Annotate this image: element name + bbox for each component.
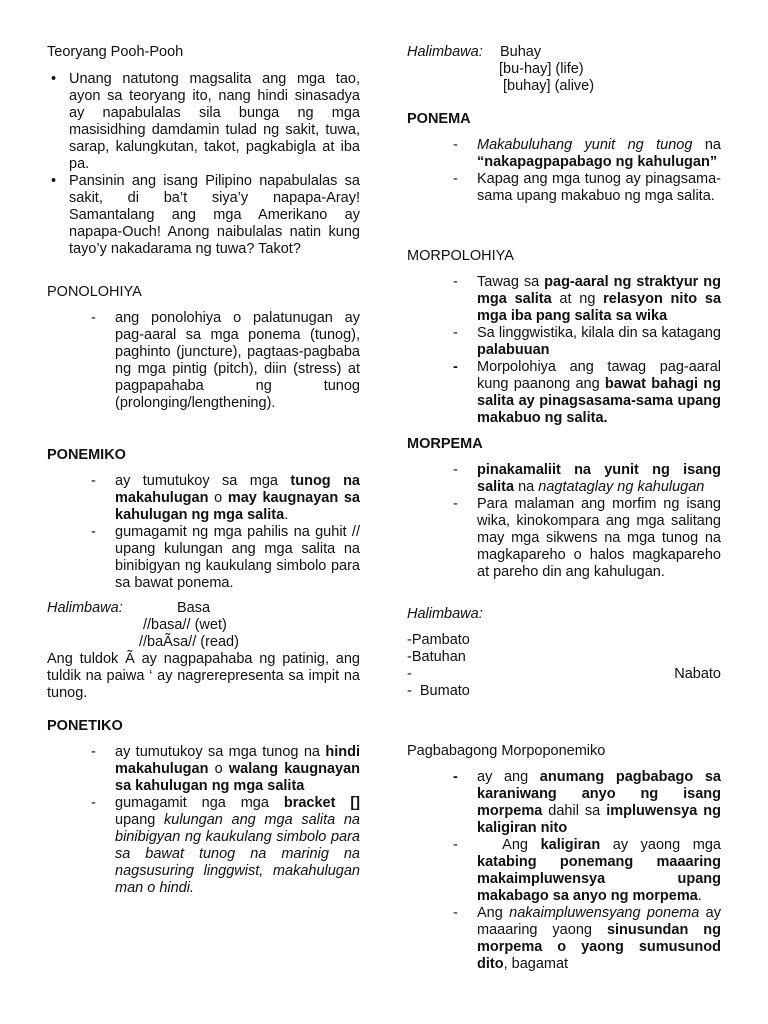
example-line: [bu-hay] (life)	[499, 61, 584, 77]
bold-text: pag-aaral ng straktyur ng mga salita	[477, 274, 721, 307]
bold-text: anumang pagbabago sa karaniwang anyo ng isang morpema	[477, 769, 721, 819]
italic-text: kulungan ang mga salita na binibigyan ng kaukulang simbolo para sa bawat tunog na marinig na nagsusuring linggwist, makahulugan man o hindi.	[115, 812, 360, 896]
list-item: - ay tumutukoy sa mga tunog na makahulugan o may kaugnayan sa kahulugan ng mga salita.	[91, 473, 361, 523]
morpema-text: Para malaman ang morfim ng isang wika, kinokompara ang mga salitang may mga sikwens na mga tunog na magkapareho o halos magkapareho at pareho din ang kahulugan.	[477, 496, 721, 580]
bold-text: kaligiran	[540, 837, 601, 853]
buhay-example	[407, 44, 721, 61]
bold-text: bracket []	[283, 795, 360, 811]
italic-text: Makabuluhang yunit ng tunog	[477, 137, 693, 153]
bold-text: palabuuan	[477, 342, 550, 358]
pagbabago-heading: Pagbabagong Morpoponemiko	[407, 743, 606, 759]
text-run: ay tumutukoy sa mga tunog na	[115, 744, 326, 760]
list-item: - pinakamaliit na yunit ng isang salita na nagtataglay ng kahulugan	[453, 462, 721, 495]
list-item: - Ang kaligiran ay yaong mga katabing ponemang maaaring makaimpluwensya upang makabago sa anyo ng morpema.	[453, 837, 721, 904]
ponema-list	[453, 137, 721, 205]
text-run: o	[208, 490, 228, 506]
bold-text: “nakapagpapabago ng kahulugan”	[477, 154, 718, 170]
ponolohiya-list	[91, 310, 360, 412]
list-item: - ay tumutukoy sa mga tunog na hindi makahulugan o walang kaugnayan sa kahulugan ng mga salita	[91, 744, 360, 794]
ponema-text: Kapag ang mga tunog ay pinagsama- sama upang makabuo ng mga salita.	[477, 171, 721, 204]
bold-text: may kaugnayan sa kahulugan ng mga salita	[115, 490, 360, 523]
text-run: Sa linggwistika, kilala din sa katagang	[477, 325, 721, 341]
text-run: ay ang	[477, 769, 540, 785]
text-run: at ng	[551, 291, 604, 307]
bold-text: impluwensya ng kaligiran nito	[477, 803, 721, 836]
example-label: Halimbawa:	[47, 600, 123, 616]
word-example: -Batuhan	[407, 649, 466, 665]
text-run: ay tumutukoy sa mga	[115, 473, 291, 489]
text-run: Morpolohiya ang tawag pag-aaral kung paanong ang	[477, 359, 721, 392]
ponemiko-heading: PONEMIKO	[47, 447, 126, 463]
tuldok-note: Ang tuldok Ã ay nagpapahaba ng patinig, ang tuldik na paiwa ‘ ay nagrerepresenta sa impit na tunog.	[47, 651, 360, 701]
ponolohiya-heading: PONOLOHIYA	[47, 284, 142, 300]
list-item: • Unang natutong magsalita ang mga tao, ayon sa teoryang ito, nang hindi sinasadya ay napabulalas sila bunga ng mga masisidhing damdamin tulad ng sakit, tuwa, sarap, kalungkutan, takot, pagkabigla at iba pa.	[47, 71, 360, 173]
ponemiko-list	[91, 473, 360, 592]
list-item: - gumagamit nga mga bracket [] upang kulungan ang mga salita na binibigyan ng kaukulang simbolo para sa bawat tunog na marinig na nagsusuring linggwist, makahulugan man o hindi.	[91, 795, 360, 896]
example-word: Basa	[177, 600, 211, 616]
halimbawa-label: Halimbawa:	[407, 606, 483, 622]
ponemiko-text: gumagamit ng mga pahilis na guhit // upang kulungan ang mga salita na binibigyan ng kaukulang simbolo para sa bawat ponema.	[115, 524, 360, 591]
text-run: ay yaong mga	[600, 837, 721, 853]
list-item: - Tawag sa pag-aaral ng straktyur ng mga salita at ng relasyon nito sa mga iba pang salita sa wika	[453, 274, 722, 324]
text-run: upang	[115, 812, 165, 828]
italic-text: nakaimpluwensyang ponema	[509, 905, 700, 921]
bold-text: sinusundan ng morpema o yaong sumusunod dito	[477, 922, 722, 972]
ponema-heading: PONEMA	[407, 111, 471, 127]
text-run: Ang	[477, 837, 541, 853]
list-item: - Para malaman ang morfim ng isang wika, kinokompara ang mga salitang may mga sikwens na mga tunog na magkapareho o halos magkapareho at pareho din ang kahulugan.	[453, 496, 721, 580]
ponolohiya-text: ang ponolohiya o palatunugan ay pag-aaral sa mga ponema (tunog), paghinto (juncture), pagtaas-pagbaba ng mga pintig (pitch), diin (stress) at pagpapahaba ng tunog (prolonging/lengthening).	[115, 310, 360, 411]
list-item: - Makabuluhang yunit ng tunog na “nakapagpapabago ng kahulugan”	[453, 137, 721, 170]
bold-text: hindi makahulugan	[115, 744, 360, 777]
list-item: - gumagamit ng mga pahilis na guhit // upang kulungan ang mga salita na binibigyan ng kaukulang simbolo para sa bawat ponema.	[91, 524, 360, 591]
pagbabago-list	[453, 769, 721, 973]
list-item: - Morpolohiya ang tawag pag-aaral kung paanong ang bawat bahagi ng salita ay pinagsasama-sama upang makabuo ng salita.	[453, 359, 722, 426]
bold-text: walang kaugnayan sa kahulugan ng mga salita	[115, 761, 360, 794]
word-example: Nabato	[674, 666, 721, 682]
ponetiko-list	[91, 744, 360, 897]
text-run: Ang	[477, 905, 510, 921]
bold-text: katabing ponemang maaaring makaimpluwensya upang makabago sa anyo ng morpema	[477, 854, 721, 904]
example-word: Buhay	[500, 44, 542, 60]
list-item: - Kapag ang mga tunog ay pinagsama- sama upang makabuo ng mga salita.	[453, 171, 721, 204]
morpolohiya-heading: MORPOLOHIYA	[407, 248, 514, 264]
text-run: na	[692, 137, 721, 153]
list-item: - Sa linggwistika, kilala din sa katagang palabuuan	[453, 325, 721, 358]
morpolohiya-list	[453, 274, 721, 427]
text-run: dahil sa	[542, 803, 607, 819]
example-line: //baÃsa// (read)	[139, 634, 239, 650]
ponemiko-example	[47, 600, 360, 617]
word-example: -	[407, 666, 412, 682]
example-line: [buhay] (alive)	[503, 78, 595, 94]
list-item: - ay ang anumang pagbabago sa karaniwang anyo ng isang morpema dahil sa impluwensya ng kaligiran nito	[453, 769, 721, 836]
text-run: .	[697, 888, 702, 904]
ponetiko-heading: PONETIKO	[47, 718, 123, 734]
bold-text: pinakamaliit na yunit ng isang salita	[477, 462, 721, 495]
text-run: ay maaaring yaong	[477, 905, 721, 938]
pooh-pooh-title: Teoryang Pooh-Pooh	[47, 44, 184, 60]
text-run: gumagamit nga mga	[115, 795, 284, 811]
morpema-list	[453, 462, 721, 581]
bold-text: bawat bahagi ng salita ay pinagsasama-sama upang makabuo ng salita.	[477, 376, 722, 426]
example-label: Halimbawa:	[407, 44, 483, 60]
bold-text: tunog na makahulugan	[115, 473, 361, 506]
morpema-heading: MORPEMA	[407, 436, 483, 452]
bold-text: relasyon nito sa mga iba pang salita sa wika	[477, 291, 722, 324]
list-item: - ang ponolohiya o palatunugan ay pag-aaral sa mga ponema (tunog), paghinto (juncture), pagtaas-pagbaba ng mga pintig (pitch), diin (stress) at pagpapahaba ng tunog (prolonging/lengthening).	[91, 310, 360, 411]
word-example: -Pambato	[407, 632, 470, 648]
text-run: Tawag sa	[477, 274, 545, 290]
text-run: o	[208, 761, 229, 777]
text-run: .	[284, 507, 289, 523]
list-item: - Ang nakaimpluwensyang ponema ay maaaring yaong sinusundan ng morpema o yaong sumusunod dito, bagamat	[453, 905, 722, 972]
example-line: //basa// (wet)	[143, 617, 227, 633]
word-example: - Bumato	[407, 683, 470, 699]
list-item: • Pansinin ang isang Pilipino napabulalas sa sakit, di ba’t siya’y napapa-Aray! Samantalang ang mga Amerikano ay napapa-Ouch! Anong naibulalas natin kung tayo’y nakadarama ng tuwa? Takot?	[47, 173, 360, 258]
text-run: na	[514, 479, 539, 495]
italic-text: nagtataglay ng kahulugan	[538, 479, 705, 495]
pooh-pooh-bullet-list	[47, 71, 360, 258]
text-run: , bagamat	[503, 956, 569, 972]
